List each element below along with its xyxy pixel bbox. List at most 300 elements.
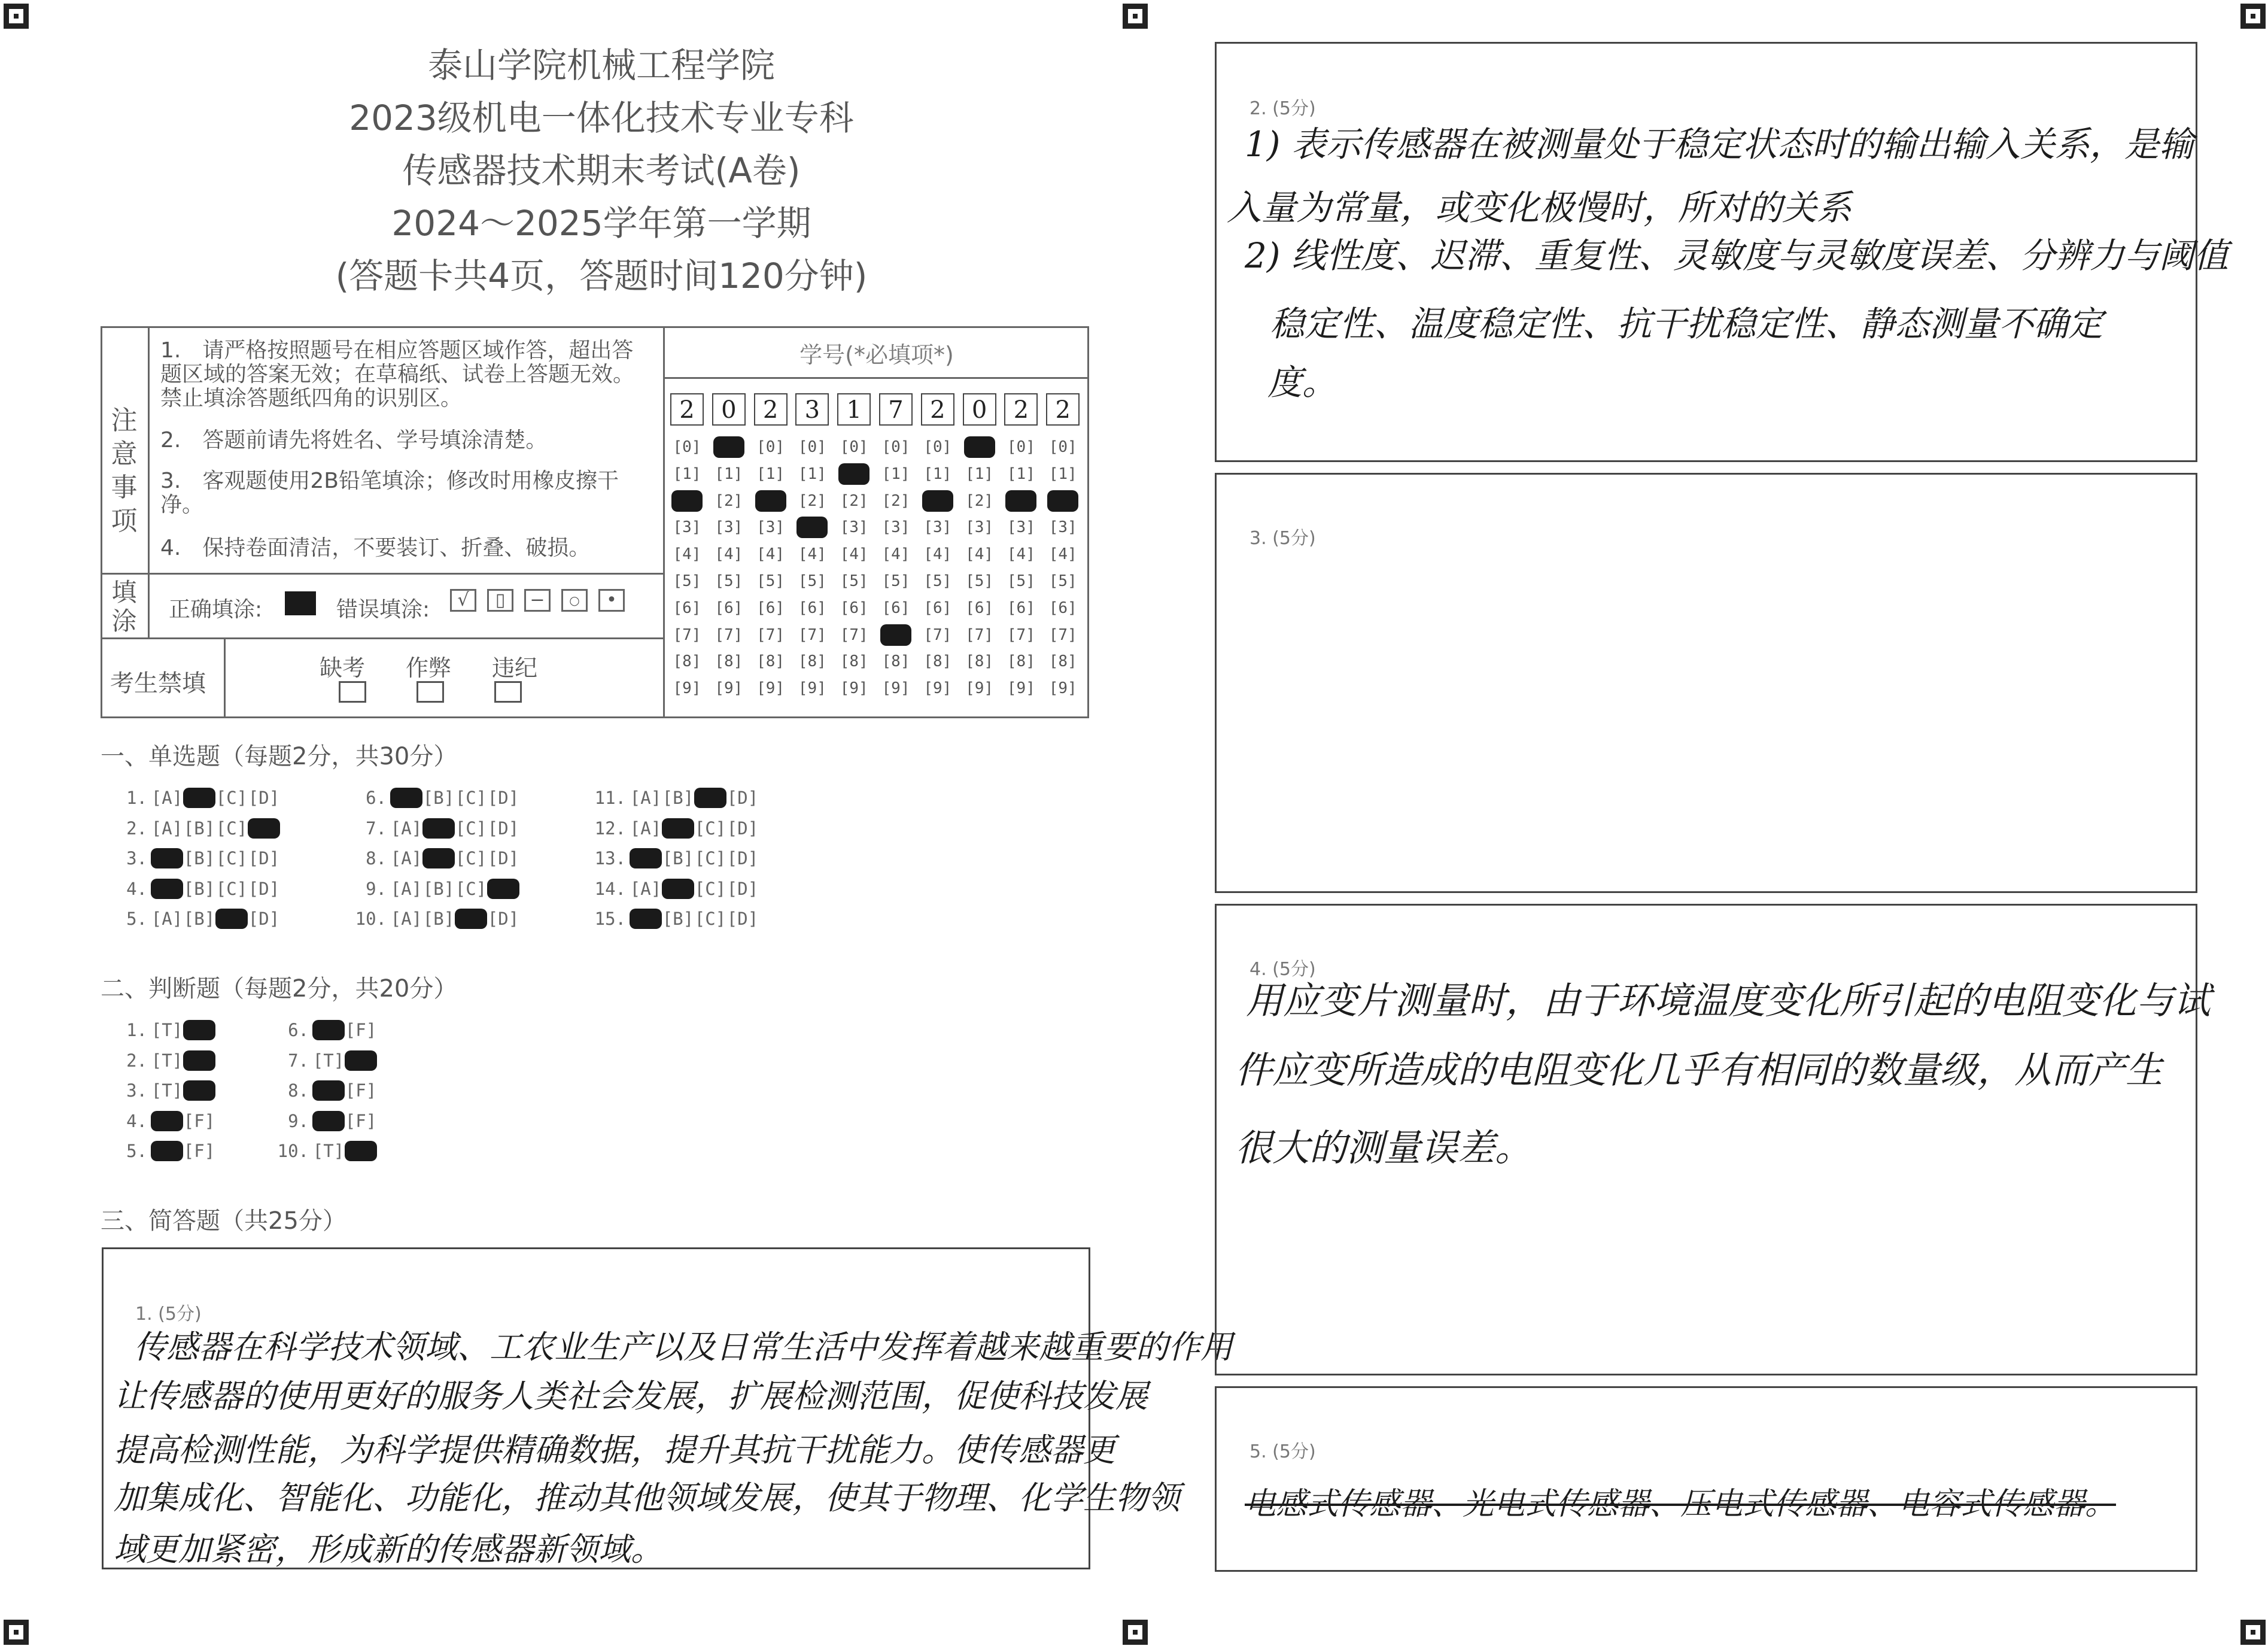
question-number: 3. bbox=[126, 1080, 147, 1101]
q4-answer-line-1: 用应变片测量时，由于环境温度变化所引起的电阻变化与试 bbox=[1246, 979, 2211, 1022]
true-false-bubble[interactable] bbox=[151, 1111, 183, 1131]
section2-title: 二、判断题（每题2分，共20分） bbox=[101, 975, 458, 1003]
true-false-question bbox=[275, 1141, 377, 1161]
student-id-bubble[interactable]: [8] bbox=[840, 652, 868, 671]
student-id-bubble[interactable]: [5] bbox=[798, 572, 826, 590]
student-id-bubble[interactable]: [6] bbox=[1048, 599, 1077, 617]
single-choice-question bbox=[592, 818, 759, 839]
choice-bubble[interactable]: [D] bbox=[248, 878, 280, 899]
choice-bubble[interactable]: [D] bbox=[248, 909, 280, 929]
q5-answer: 电感式传感器、光电式传感器、压电式传感器、电容式传感器。 bbox=[1245, 1486, 2117, 1522]
student-id-digit-6: 7 bbox=[879, 393, 913, 426]
section1-title: 一、单选题（每题2分，共30分） bbox=[101, 743, 458, 770]
choice-bubble[interactable]: [D] bbox=[726, 788, 759, 808]
choice-bubble[interactable] bbox=[151, 879, 183, 899]
choice-bubble[interactable]: [B] bbox=[183, 848, 215, 868]
student-id-bubble[interactable]: [8] bbox=[1007, 652, 1035, 671]
choice-bubble[interactable] bbox=[455, 909, 487, 929]
student-id-bubble[interactable]: [7] bbox=[965, 625, 994, 644]
choice-bubble[interactable]: [D] bbox=[726, 818, 759, 839]
question-number: 5. bbox=[126, 1141, 147, 1161]
question-number: 5. bbox=[126, 909, 147, 929]
student-id-bubble[interactable]: [4] bbox=[756, 545, 785, 564]
fill-wrong-label: 错误填涂: bbox=[336, 597, 430, 622]
choice-bubble[interactable] bbox=[215, 909, 248, 929]
student-id-bubble[interactable]: [1] bbox=[965, 464, 994, 483]
student-id-bubble[interactable]: [5] bbox=[923, 572, 952, 590]
choice-bubble[interactable]: [C] bbox=[215, 818, 248, 839]
choice-bubble[interactable]: [A] bbox=[390, 878, 422, 899]
choice-bubble[interactable]: [D] bbox=[248, 848, 280, 868]
choice-bubble[interactable] bbox=[630, 848, 662, 868]
student-id-bubble[interactable]: [4] bbox=[881, 545, 910, 564]
true-false-bubble[interactable]: [F] bbox=[345, 1020, 377, 1040]
student-id-bubble[interactable]: [0] bbox=[1007, 438, 1035, 456]
true-false-bubble[interactable]: [T] bbox=[151, 1050, 183, 1071]
student-id-bubble[interactable]: [5] bbox=[673, 572, 701, 590]
student-id-bubble[interactable]: [5] bbox=[965, 572, 994, 590]
question-number: 6. bbox=[366, 788, 387, 808]
question-number: 3. bbox=[126, 848, 147, 868]
q4-answer-line-2: 件应变所造成的电阻变化几乎有相同的数量级，从而产生 bbox=[1235, 1048, 2163, 1092]
corner-mark-top-right bbox=[2240, 4, 2266, 29]
student-id-bubble[interactable]: [6] bbox=[756, 599, 785, 617]
school-title: 泰山学院机械工程学院 bbox=[427, 45, 775, 86]
choice-bubble[interactable]: [A] bbox=[390, 909, 422, 929]
single-choice-question bbox=[114, 848, 280, 868]
student-id-bubble[interactable]: [2] bbox=[798, 491, 826, 510]
true-false-question bbox=[114, 1020, 215, 1040]
choice-bubble[interactable]: [C] bbox=[455, 788, 487, 808]
single-choice-question bbox=[114, 818, 280, 839]
choice-bubble[interactable]: [C] bbox=[455, 818, 487, 839]
question-number: 6. bbox=[288, 1020, 309, 1040]
student-id-bubble[interactable]: [3] bbox=[673, 518, 701, 537]
question-number: 2. bbox=[126, 818, 147, 839]
choice-bubble[interactable]: [B] bbox=[422, 909, 455, 929]
single-choice-question bbox=[114, 879, 280, 899]
question-number: 1. bbox=[126, 1020, 147, 1040]
true-false-bubble[interactable]: [F] bbox=[345, 1110, 377, 1131]
student-id-bubble[interactable]: [4] bbox=[798, 545, 826, 564]
true-false-bubble[interactable] bbox=[345, 1050, 377, 1071]
question-number: 15. bbox=[594, 909, 626, 929]
student-id-bubble[interactable]: [3] bbox=[1048, 518, 1077, 537]
choice-bubble[interactable]: [A] bbox=[151, 909, 183, 929]
question-number: 8. bbox=[288, 1080, 309, 1101]
forbidden-head-rule bbox=[224, 637, 226, 718]
choice-bubble[interactable] bbox=[487, 879, 519, 899]
choice-bubble[interactable]: [B] bbox=[422, 788, 455, 808]
student-id-bubble[interactable]: [9] bbox=[1007, 679, 1035, 698]
notice-item-1: 1. 请严格按照题号在相应答题区域作答，超出答题区域的答案无效；在草稿纸、试卷上答题无效。禁止填涂答题纸四角的识别区。 bbox=[160, 338, 635, 411]
student-id-bubble[interactable]: [9] bbox=[798, 679, 826, 698]
choice-bubble[interactable]: [D] bbox=[726, 909, 759, 929]
student-id-bubble[interactable]: [8] bbox=[798, 652, 826, 671]
choice-bubble[interactable] bbox=[151, 848, 183, 868]
single-choice-question bbox=[114, 909, 280, 929]
single-choice-question bbox=[353, 818, 519, 839]
choice-bubble[interactable]: [C] bbox=[455, 848, 487, 868]
student-id-bubble[interactable]: [4] bbox=[1048, 545, 1077, 564]
choice-bubble[interactable]: [D] bbox=[726, 848, 759, 868]
choice-bubble[interactable]: [B] bbox=[662, 909, 694, 929]
student-id-bubble[interactable]: [0] bbox=[923, 438, 952, 456]
answer-box-q3[interactable] bbox=[1215, 473, 2197, 893]
student-id-bubble[interactable]: [3] bbox=[840, 518, 868, 537]
single-choice-question bbox=[353, 879, 519, 899]
true-false-bubble[interactable]: [F] bbox=[345, 1080, 377, 1101]
question-number: 11. bbox=[594, 788, 626, 808]
student-id-bubble[interactable]: [2] bbox=[965, 491, 994, 510]
exam-title: 传感器技术期末考试(A卷) bbox=[402, 150, 801, 191]
student-id-bubble[interactable]: [3] bbox=[923, 518, 952, 537]
forbidden-option-violation: 违纪 bbox=[492, 655, 538, 681]
student-id-bubble[interactable]: [6] bbox=[840, 599, 868, 617]
student-id-bubble[interactable]: [9] bbox=[965, 679, 994, 698]
choice-bubble[interactable] bbox=[183, 788, 215, 808]
student-id-bubble[interactable]: [6] bbox=[673, 599, 701, 617]
true-false-bubble[interactable]: [F] bbox=[183, 1141, 215, 1161]
student-id-bubble[interactable]: [5] bbox=[715, 572, 743, 590]
choice-bubble[interactable]: [D] bbox=[487, 788, 519, 808]
student-id-bubble[interactable]: [9] bbox=[756, 679, 785, 698]
q2-answer-line-4: 稳定性、温度稳定性、抗干扰稳定性、静态测量不确定 bbox=[1270, 303, 2103, 344]
student-id-bubble[interactable]: [9] bbox=[881, 679, 910, 698]
choice-bubble[interactable]: [B] bbox=[183, 909, 215, 929]
student-id-title: 学号(*必填项*) bbox=[799, 342, 954, 368]
student-id-bubble[interactable]: [2] bbox=[840, 491, 868, 510]
student-id-bubble[interactable]: [3] bbox=[965, 518, 994, 537]
true-false-bubble[interactable] bbox=[183, 1050, 215, 1071]
forbidden-heading: 考生禁填 bbox=[110, 670, 206, 697]
question-number: 12. bbox=[594, 818, 626, 839]
student-id-bubble[interactable]: [7] bbox=[756, 625, 785, 644]
true-false-bubble[interactable] bbox=[345, 1141, 377, 1161]
single-choice-question bbox=[592, 909, 759, 929]
question-number: 1. bbox=[126, 788, 147, 808]
true-false-bubble[interactable] bbox=[183, 1080, 215, 1101]
student-id-bubble[interactable]: [8] bbox=[965, 652, 994, 671]
student-id-bubble[interactable]: [3] bbox=[881, 518, 910, 537]
student-id-digit-7: 2 bbox=[921, 393, 954, 426]
choice-bubble[interactable]: [A] bbox=[390, 848, 422, 868]
student-id-digit-5: 1 bbox=[837, 393, 871, 426]
choice-bubble[interactable]: [C] bbox=[215, 848, 248, 868]
student-id-bubble[interactable]: [1] bbox=[881, 464, 910, 483]
student-id-bubble[interactable]: [1] bbox=[1007, 464, 1035, 483]
student-id-digit-10: 2 bbox=[1046, 393, 1080, 426]
true-false-question bbox=[275, 1050, 377, 1071]
student-id-bubble[interactable]: [5] bbox=[881, 572, 910, 590]
q1-answer-line-5: 域更加紧密，形成新的传感器新领域。 bbox=[114, 1530, 663, 1568]
choice-bubble[interactable] bbox=[248, 818, 280, 839]
forbidden-top-rule bbox=[101, 637, 664, 639]
section3-title: 三、简答题（共25分） bbox=[101, 1207, 346, 1235]
choice-bubble[interactable]: [A] bbox=[630, 788, 662, 808]
student-id-digit-3: 2 bbox=[754, 393, 788, 426]
student-id-bubble[interactable] bbox=[880, 624, 911, 646]
student-id-bubble[interactable]: [3] bbox=[715, 518, 743, 537]
student-id-bubble[interactable]: [0] bbox=[756, 438, 785, 456]
choice-bubble[interactable]: [B] bbox=[183, 818, 215, 839]
student-id-bubble[interactable]: [5] bbox=[1048, 572, 1077, 590]
single-choice-question bbox=[592, 879, 759, 899]
forbidden-box-cheat[interactable] bbox=[416, 681, 444, 703]
forbidden-option-absent: 缺考 bbox=[320, 655, 366, 681]
choice-bubble[interactable]: [A] bbox=[151, 788, 183, 808]
single-choice-question bbox=[353, 848, 519, 868]
true-false-bubble[interactable] bbox=[183, 1020, 215, 1040]
true-false-bubble[interactable] bbox=[312, 1111, 345, 1131]
student-id-bubble[interactable]: [6] bbox=[798, 599, 826, 617]
student-id-bubble[interactable]: [1] bbox=[1048, 464, 1077, 483]
student-id-digit-9: 2 bbox=[1004, 393, 1038, 426]
wrong-mark-circle: ○ bbox=[569, 593, 580, 608]
student-id-bubble[interactable]: [8] bbox=[923, 652, 952, 671]
student-id-bubble[interactable]: [4] bbox=[840, 545, 868, 564]
student-id-bubble[interactable]: [1] bbox=[673, 464, 701, 483]
student-id-bubble[interactable]: [3] bbox=[756, 518, 785, 537]
true-false-question bbox=[114, 1111, 215, 1131]
student-id-bubble[interactable]: [5] bbox=[1007, 572, 1035, 590]
choice-bubble[interactable]: [C] bbox=[215, 878, 248, 899]
single-choice-question bbox=[353, 788, 519, 808]
corner-mark-bottom-right bbox=[2240, 1620, 2266, 1645]
student-id-bubble[interactable]: [5] bbox=[756, 572, 785, 590]
student-id-bubble[interactable]: [9] bbox=[840, 679, 868, 698]
choice-bubble[interactable]: [D] bbox=[248, 788, 280, 808]
question-number: 4. bbox=[126, 878, 147, 899]
student-id-bubble[interactable] bbox=[755, 490, 786, 512]
notice-item-2: 2. 答题前请先将姓名、学号填涂清楚。 bbox=[160, 428, 548, 453]
choice-bubble[interactable]: [D] bbox=[487, 909, 519, 929]
student-id-bubble[interactable]: [1] bbox=[756, 464, 785, 483]
student-id-bubble[interactable]: [5] bbox=[840, 572, 868, 590]
choice-bubble[interactable] bbox=[662, 879, 694, 899]
wrong-sample-dash bbox=[524, 589, 551, 612]
student-id-bubble[interactable]: [2] bbox=[881, 491, 910, 510]
student-id-bubble[interactable]: [6] bbox=[715, 599, 743, 617]
student-id-bubble[interactable]: [8] bbox=[1048, 652, 1077, 671]
question-number: 7. bbox=[288, 1050, 309, 1071]
student-id-bubble[interactable]: [7] bbox=[923, 625, 952, 644]
question-number: 8. bbox=[366, 848, 387, 868]
student-id-digit-8: 0 bbox=[963, 393, 996, 426]
true-false-bubble[interactable] bbox=[151, 1141, 183, 1161]
choice-bubble[interactable]: [D] bbox=[726, 878, 759, 899]
forbidden-box-violation[interactable] bbox=[494, 681, 522, 703]
choice-bubble[interactable]: [D] bbox=[487, 818, 519, 839]
fill-correct-sample bbox=[285, 591, 316, 615]
choice-bubble[interactable] bbox=[662, 818, 694, 839]
wrong-mark-dash: − bbox=[530, 590, 545, 611]
fill-wrong-samples bbox=[450, 589, 636, 612]
q3-label: 3. (5分) bbox=[1249, 528, 1316, 549]
corner-mark-bottom-center bbox=[1123, 1620, 1148, 1645]
student-id-digit-1: 2 bbox=[670, 393, 704, 426]
choice-bubble[interactable]: [D] bbox=[487, 848, 519, 868]
notice-item-3: 3. 客观题使用2B铅笔填涂；修改时用橡皮擦干净。 bbox=[160, 469, 619, 517]
student-id-bubble[interactable]: [9] bbox=[715, 679, 743, 698]
wrong-sample-dot bbox=[598, 589, 625, 612]
choice-bubble[interactable]: [A] bbox=[630, 878, 662, 899]
student-id-bubble[interactable]: [6] bbox=[923, 599, 952, 617]
student-id-bubble[interactable]: [0] bbox=[673, 438, 701, 456]
question-number: 10. bbox=[277, 1141, 309, 1161]
choice-bubble[interactable] bbox=[422, 818, 455, 839]
q1-answer-line-3: 提高检测性能，为科学提供精确数据，提升其抗干扰能力。使传感器更 bbox=[114, 1431, 1115, 1469]
student-id-bubble[interactable]: [4] bbox=[1007, 545, 1035, 564]
student-id-bubble[interactable] bbox=[1047, 490, 1078, 512]
student-id-bubble[interactable]: [4] bbox=[965, 545, 994, 564]
choice-bubble[interactable]: [B] bbox=[422, 878, 455, 899]
choice-bubble[interactable]: [A] bbox=[151, 818, 183, 839]
q1-answer-line-2: 让传感器的使用更好的服务人类社会发展，扩展检测范围，促使科技发展 bbox=[114, 1377, 1148, 1415]
student-id-bubble[interactable]: [7] bbox=[798, 625, 826, 644]
true-false-question bbox=[275, 1080, 377, 1101]
choice-bubble[interactable]: [C] bbox=[694, 909, 726, 929]
choice-bubble[interactable] bbox=[422, 848, 455, 868]
choice-bubble[interactable]: [B] bbox=[662, 788, 694, 808]
student-id-bubble[interactable] bbox=[796, 517, 828, 538]
forbidden-box-absent[interactable] bbox=[339, 681, 366, 703]
student-id-bubble[interactable]: [9] bbox=[673, 679, 701, 698]
question-number: 9. bbox=[366, 878, 387, 899]
student-id-bubble[interactable]: [3] bbox=[1007, 518, 1035, 537]
q2-answer-line-2: 入量为常量，或变化极慢时，所对的关系 bbox=[1227, 187, 1852, 228]
question-number: 14. bbox=[594, 878, 626, 899]
student-id-bubble[interactable]: [6] bbox=[965, 599, 994, 617]
q4-answer-line-3: 很大的测量误差。 bbox=[1235, 1126, 1533, 1170]
student-id-bubble[interactable] bbox=[713, 436, 744, 458]
question-number: 2. bbox=[126, 1050, 147, 1071]
q1-answer-line-4: 加集成化、智能化、功能化，推动其他领域发展，使其于物理、化学生物领 bbox=[114, 1479, 1180, 1517]
choice-bubble[interactable]: [A] bbox=[390, 818, 422, 839]
notice-heading bbox=[101, 326, 150, 573]
true-false-bubble[interactable] bbox=[312, 1080, 345, 1101]
choice-bubble[interactable]: [A] bbox=[630, 818, 662, 839]
true-false-question bbox=[114, 1050, 215, 1071]
corner-mark-top-left bbox=[4, 4, 29, 29]
student-id-bubble[interactable]: [9] bbox=[923, 679, 952, 698]
wrong-mark-check: √ bbox=[457, 590, 469, 611]
choice-bubble[interactable]: [C] bbox=[215, 788, 248, 808]
choice-bubble[interactable]: [B] bbox=[662, 848, 694, 868]
student-id-bubble[interactable]: [1] bbox=[798, 464, 826, 483]
student-id-bubble[interactable]: [7] bbox=[1007, 625, 1035, 644]
true-false-bubble[interactable]: [T] bbox=[312, 1050, 345, 1071]
student-id-digit-4: 3 bbox=[795, 393, 829, 426]
question-number: 9. bbox=[288, 1110, 309, 1131]
single-choice-question bbox=[353, 909, 519, 929]
student-id-rule bbox=[664, 377, 1089, 379]
q2-answer-line-5: 度。 bbox=[1267, 362, 1337, 403]
fill-heading-text: 填涂 bbox=[111, 578, 137, 636]
student-id-bubble[interactable]: [0] bbox=[798, 438, 826, 456]
single-choice-question bbox=[592, 848, 759, 868]
true-false-question bbox=[275, 1020, 377, 1040]
true-false-question bbox=[275, 1111, 377, 1131]
true-false-bubble[interactable]: [T] bbox=[151, 1080, 183, 1101]
student-id-bubble[interactable] bbox=[838, 463, 869, 485]
choice-bubble[interactable]: [C] bbox=[694, 878, 726, 899]
true-false-question bbox=[114, 1080, 215, 1101]
fill-heading bbox=[101, 573, 150, 637]
question-number: 4. bbox=[126, 1110, 147, 1131]
notice-item-4: 4. 保持卷面清洁，不要装订、折叠、破损。 bbox=[160, 536, 591, 560]
student-id-bubble[interactable] bbox=[964, 436, 995, 458]
student-id-bubble[interactable]: [7] bbox=[715, 625, 743, 644]
student-id-bubble[interactable]: [9] bbox=[1048, 679, 1077, 698]
student-id-bubble[interactable] bbox=[671, 490, 703, 512]
true-false-bubble[interactable] bbox=[312, 1020, 345, 1040]
q1-label: 1. (5分) bbox=[135, 1304, 202, 1325]
true-false-bubble[interactable]: [T] bbox=[312, 1141, 345, 1161]
student-id-bubble[interactable]: [7] bbox=[673, 625, 701, 644]
student-id-bubble[interactable]: [0] bbox=[840, 438, 868, 456]
choice-bubble[interactable] bbox=[390, 788, 422, 808]
student-id-bubble[interactable]: [6] bbox=[881, 599, 910, 617]
student-id-bubble[interactable]: [8] bbox=[715, 652, 743, 671]
wrong-mark-dot: • bbox=[606, 590, 617, 611]
question-number: 10. bbox=[355, 909, 387, 929]
student-id-bubble[interactable]: [0] bbox=[1048, 438, 1077, 456]
student-id-bubble[interactable]: [4] bbox=[673, 545, 701, 564]
q1-answer-line-1: 传感器在科学技术领域、工农业生产以及日常生活中发挥着越来越重要的作用 bbox=[134, 1328, 1233, 1366]
single-choice-question bbox=[592, 788, 759, 808]
question-number: 13. bbox=[594, 848, 626, 868]
student-id-bubble[interactable]: [8] bbox=[881, 652, 910, 671]
notice-bottom-rule bbox=[101, 573, 664, 575]
choice-bubble[interactable]: [C] bbox=[694, 818, 726, 839]
student-id-bubble[interactable]: [7] bbox=[840, 625, 868, 644]
true-false-bubble[interactable]: [T] bbox=[151, 1020, 183, 1040]
student-id-bubble[interactable]: [0] bbox=[881, 438, 910, 456]
student-id-bubble[interactable]: [7] bbox=[1048, 625, 1077, 644]
student-id-bubble[interactable] bbox=[1005, 490, 1036, 512]
student-id-bubble[interactable]: [8] bbox=[673, 652, 701, 671]
choice-bubble[interactable]: [C] bbox=[455, 878, 487, 899]
single-choice-question bbox=[114, 788, 280, 808]
info-panel-divider bbox=[663, 326, 665, 718]
q2-answer-line-3: 2) 线性度、迟滞、重复性、灵敏度与灵敏度误差、分辨力与阈值 bbox=[1245, 235, 2229, 276]
student-id-bubble[interactable] bbox=[922, 490, 953, 512]
student-id-bubble[interactable]: [4] bbox=[923, 545, 952, 564]
wrong-sample-check bbox=[450, 589, 476, 612]
q4-label: 4. (5分) bbox=[1249, 959, 1316, 980]
forbidden-option-cheat: 作弊 bbox=[406, 655, 452, 681]
choice-bubble[interactable] bbox=[694, 788, 726, 808]
wrong-sample-circle bbox=[561, 589, 588, 612]
corner-mark-bottom-left bbox=[4, 1620, 29, 1645]
choice-bubble[interactable]: [B] bbox=[183, 878, 215, 899]
true-false-bubble[interactable]: [F] bbox=[183, 1110, 215, 1131]
wrong-mark-half: ▯ bbox=[495, 590, 506, 611]
student-id-bubble[interactable]: [1] bbox=[715, 464, 743, 483]
exam-info: (答题卡共4页，答题时间120分钟) bbox=[335, 256, 868, 296]
q2-answer-line-1: 1) 表示传感器在被测量处于稳定状态时的输出输入关系，是输 bbox=[1245, 124, 2194, 165]
choice-bubble[interactable]: [C] bbox=[694, 848, 726, 868]
student-id-bubble[interactable]: [2] bbox=[715, 491, 743, 510]
choice-bubble[interactable] bbox=[630, 909, 662, 929]
student-id-bubble[interactable]: [6] bbox=[1007, 599, 1035, 617]
student-id-bubble[interactable]: [4] bbox=[715, 545, 743, 564]
notice-heading-text: 注意事项 bbox=[111, 405, 138, 536]
student-id-bubble[interactable]: [8] bbox=[756, 652, 785, 671]
student-id-bubble[interactable]: [1] bbox=[923, 464, 952, 483]
student-id-digit-2: 0 bbox=[712, 393, 746, 426]
